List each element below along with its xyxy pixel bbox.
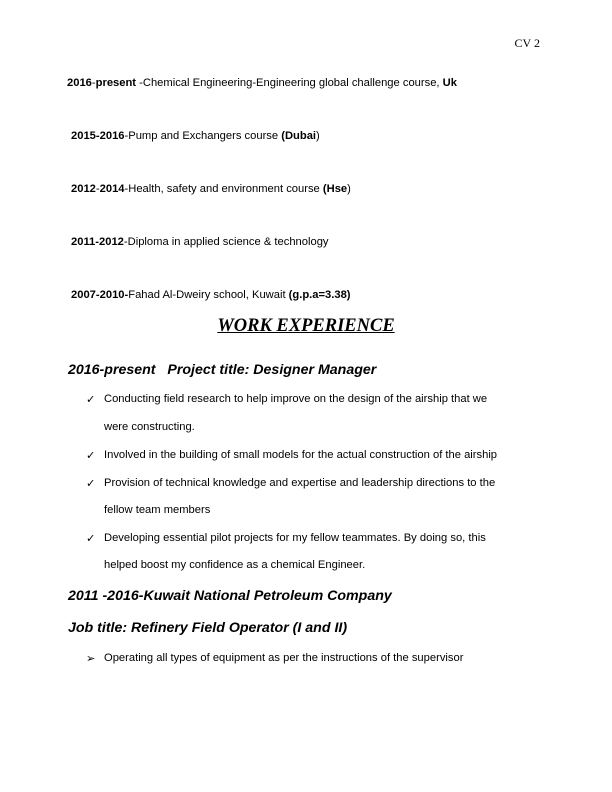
check-icon: ✓: [86, 533, 96, 545]
list-item-text: Provision of technical knowledge and expertise and leadership directions to the: [104, 477, 496, 489]
education-year-end: 2012: [99, 236, 124, 248]
education-location: (g.p.a=3.38): [288, 289, 351, 301]
education-year-sep: -: [91, 77, 96, 89]
education-location: (Hse: [322, 183, 348, 195]
check-icon: ✓: [86, 450, 96, 462]
education-tail: ): [347, 183, 351, 195]
education-description: -Diploma in applied science & technology: [123, 236, 329, 248]
education-year-start: 2015: [71, 130, 96, 142]
education-description: -Pump and Exchangers course: [124, 130, 282, 142]
list-item-text: Conducting field research to help improve on the design of the airship that we: [104, 393, 488, 405]
education-year-sep: -: [95, 236, 100, 248]
education-year-start: 2011: [71, 236, 96, 248]
education-description: Fahad Al-Dweiry school, Kuwait: [128, 289, 289, 301]
education-year-sep: -: [95, 289, 100, 301]
check-icon: ✓: [86, 394, 96, 406]
education-year-end: 2016: [99, 130, 125, 142]
list-item-continuation: were constructing.: [104, 421, 195, 433]
education-entry: [67, 77, 457, 89]
education-location: Uk: [442, 77, 457, 89]
education-entry: [71, 236, 329, 248]
list-item-continuation: helped boost my confidence as a chemical Engineer.: [104, 559, 366, 571]
education-description: -Health, safety and environment course: [124, 183, 323, 195]
section-title-work-experience: WORK EXPERIENCE: [217, 316, 395, 336]
list-item-text: Operating all types of equipment as per the instructions of the supervisor: [104, 652, 464, 664]
education-entry: [71, 183, 351, 195]
education-year-start: 2012: [71, 183, 96, 195]
education-entry: [71, 130, 320, 142]
arrowhead-bullet-icon: ➢: [86, 653, 96, 665]
education-description: -Chemical Engineering-Engineering global challenge course,: [136, 77, 443, 89]
job-heading: 2011 -2016-Kuwait National Petroleum Company: [68, 588, 392, 604]
education-tail: ): [316, 130, 320, 142]
education-year-end: 2010-: [99, 289, 129, 301]
education-year-sep: -: [95, 183, 100, 195]
list-item-text: Involved in the building of small models for the actual construction of the airship: [104, 449, 498, 461]
check-icon: ✓: [86, 478, 96, 490]
page-header: CV 2: [514, 36, 540, 50]
education-location: (Dubai: [281, 130, 317, 142]
list-item-continuation: fellow team members: [104, 504, 211, 516]
education-year-end: 2014: [99, 183, 125, 195]
education-year-start: 2007: [71, 289, 96, 301]
education-year-start: 2016: [67, 77, 92, 89]
job-heading: 2016-present Project title: Designer Manager: [68, 362, 377, 378]
education-year-end: present: [95, 77, 137, 89]
education-entry: [71, 289, 351, 301]
list-item-text: Developing essential pilot projects for my fellow teammates. By doing so, this: [104, 532, 486, 544]
job-title: Job title: Refinery Field Operator (I and II): [68, 620, 348, 636]
education-year-sep: -: [95, 130, 100, 142]
